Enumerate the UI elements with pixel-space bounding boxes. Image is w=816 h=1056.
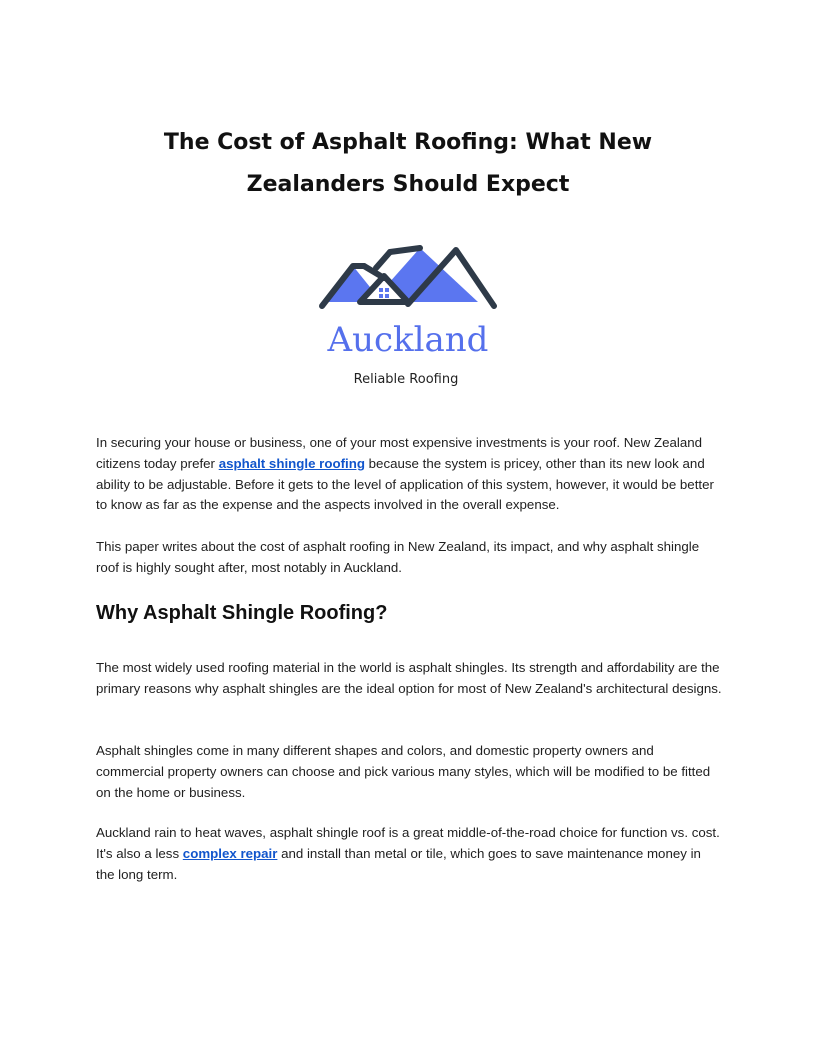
- section-text-before: Auckland rain to heat waves, asphalt shingle roof is a great middle-of-the-road choice for function vs. cost. It's also a less: [96, 825, 720, 861]
- section-heading: Why Asphalt Shingle Roofing?: [96, 602, 388, 624]
- section-paragraph-2: Asphalt shingles come in many different shapes and colors, and domestic property owners and commercial property owners can choose and pick various many styles, which will be modified to be fitted on the home or business.: [96, 743, 711, 800]
- logo-wordmark: Auckland: [327, 320, 489, 360]
- intro-text-after: because the system is pricey, other than its new look and ability to be adjustable. Before it gets to the level of application of this system, however, it would be better to know as far as the expense and the aspects involved in the overall expense.: [96, 455, 714, 513]
- intro-text-before: In securing your house or business, one of your most expensive investments is your roof. New Zealand citizens today prefer: [96, 435, 703, 471]
- logo-tagline: Reliable Roofing: [353, 372, 459, 387]
- asphalt-shingle-roofing-link[interactable]: asphalt shingle roofing: [218, 455, 365, 471]
- section-text-after: and install than metal or tile, which goes to save maintenance money in the long term.: [96, 845, 701, 882]
- house-roof-icon: [308, 238, 508, 318]
- section-paragraph-1: The most widely used roofing material in the world is asphalt shingles. Its strength and affordability are the primary reasons why asphalt shingles are the ideal option for most of New Zealand's architectural designs.: [96, 660, 722, 696]
- intro-paragraph-2: This paper writes about the cost of asphalt roofing in New Zealand, its impact, and why asphalt shingle roof is highly sought after, most notably in Auckland.: [96, 539, 700, 575]
- intro-paragraph-1: [96, 433, 722, 516]
- section-paragraph-3: [96, 823, 722, 885]
- company-logo: [308, 238, 508, 398]
- complex-repair-link[interactable]: complex repair: [182, 845, 278, 861]
- document-title: The Cost of Asphalt Roofing: What New Zealanders Should Expect: [163, 130, 653, 197]
